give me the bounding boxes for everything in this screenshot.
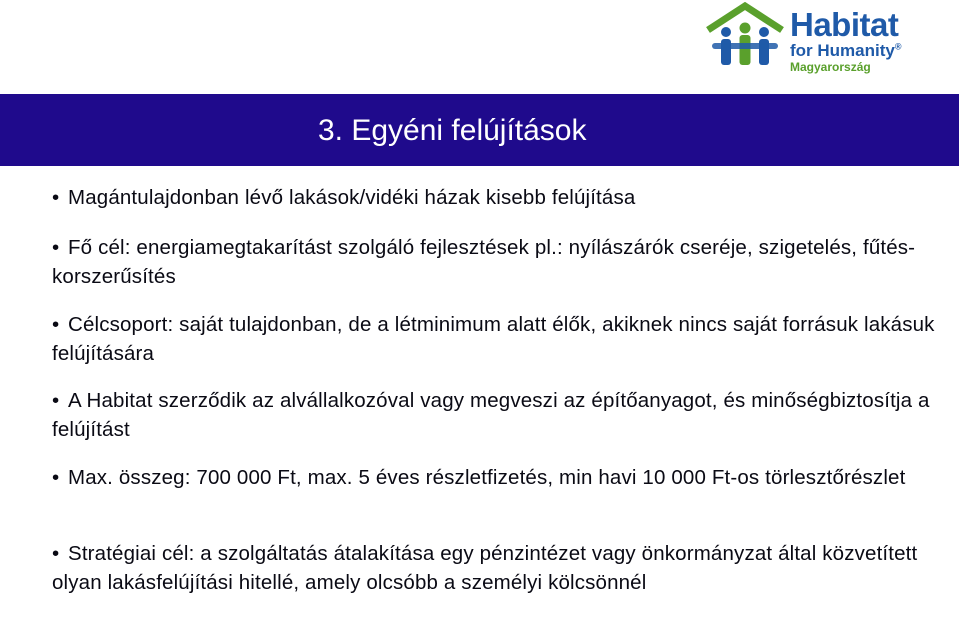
bullet-item: • Stratégiai cél: a szolgáltatás átalakítása egy pénzintézet vagy önkormányzat által közvetített olyan lakásfelújítási hitellé, amely olcsóbb a személyi kölcsönnél	[52, 542, 918, 594]
slide-title: 3. Egyéni felújítások	[318, 114, 587, 147]
bullet-item: • Fő cél: energiamegtakarítást szolgáló fejlesztések pl.: nyílászárók cseréje, szigetelés, fűtés-korszerűsítés	[52, 236, 916, 288]
bullet-item: • Max. összeg: 700 000 Ft, max. 5 éves részletfizetés, min havi 10 000 Ft-os törlesztőrészlet	[52, 466, 906, 489]
logo-wordmark: Habitat	[790, 6, 899, 43]
bullet-item: • Célcsoport: saját tulajdonban, de a létminimum alatt élők, akiknek nincs saját forrásuk lakásuk felújítására	[52, 313, 935, 365]
bullet-item: • Magántulajdonban lévő lakások/vidéki házak kisebb felújítása	[52, 186, 636, 209]
bullet-item: • A Habitat szerződik az alvállalkozóval vagy megveszi az építőanyagot, és minőségbiztosítja a felújítást	[52, 389, 930, 441]
habitat-logo	[704, 2, 956, 84]
logo-country: Magyarország	[790, 60, 871, 74]
habitat-house-people-icon	[704, 2, 786, 74]
logo-subtitle: for Humanity®	[790, 41, 902, 60]
